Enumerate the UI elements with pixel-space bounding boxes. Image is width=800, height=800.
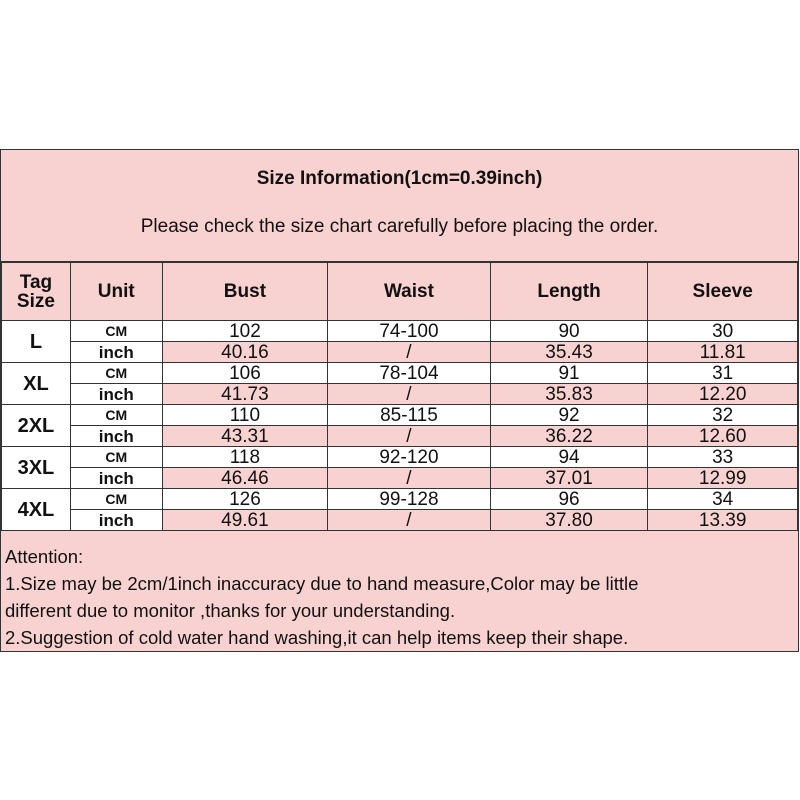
waist-cell: 78-104 <box>328 363 491 384</box>
column-header-sleeve: Sleeve <box>648 263 798 321</box>
table-row <box>2 363 798 384</box>
bust-cell: 46.46 <box>162 468 328 489</box>
sleeve-cell: 12.99 <box>648 468 798 489</box>
column-header-waist: Waist <box>328 263 491 321</box>
note-line: different due to monitor ,thanks for your understanding. <box>5 600 456 621</box>
bust-cell: 102 <box>162 321 328 342</box>
bust-cell: 118 <box>162 447 328 468</box>
unit-cell: inch <box>70 384 162 405</box>
size-cell: L <box>2 321 71 363</box>
sleeve-cell: 11.81 <box>648 342 798 363</box>
unit-cell: CM <box>70 321 162 342</box>
bust-cell: 43.31 <box>162 426 328 447</box>
size-cell: 2XL <box>2 405 71 447</box>
sleeve-cell: 34 <box>648 489 798 510</box>
unit-cell: CM <box>70 489 162 510</box>
waist-cell: 92-120 <box>328 447 491 468</box>
bust-cell: 110 <box>162 405 328 426</box>
size-chart-panel <box>0 149 799 652</box>
table-row <box>2 468 798 489</box>
size-table <box>1 262 798 531</box>
table-row <box>2 405 798 426</box>
sleeve-cell: 12.60 <box>648 426 798 447</box>
tag-label: Tag <box>19 271 53 293</box>
table-row <box>2 384 798 405</box>
unit-cell: inch <box>70 426 162 447</box>
unit-cell: CM <box>70 405 162 426</box>
bust-cell: 126 <box>162 489 328 510</box>
unit-cell: inch <box>70 342 162 363</box>
note-line: 2.Suggestion of cold water hand washing,it can help items keep their shape. <box>5 627 629 648</box>
sleeve-cell: 31 <box>648 363 798 384</box>
sleeve-cell: 12.20 <box>648 384 798 405</box>
table-row <box>2 510 798 531</box>
waist-cell: / <box>328 426 491 447</box>
length-cell: 92 <box>490 405 648 426</box>
size-cell: XL <box>2 363 71 405</box>
sleeve-cell: 30 <box>648 321 798 342</box>
sleeve-cell: 13.39 <box>648 510 798 531</box>
length-cell: 37.80 <box>490 510 648 531</box>
table-row <box>2 426 798 447</box>
length-cell: 91 <box>490 363 648 384</box>
length-cell: 35.43 <box>490 342 648 363</box>
column-header-bust: Bust <box>162 263 328 321</box>
table-row <box>2 489 798 510</box>
waist-cell: / <box>328 384 491 405</box>
chart-subtitle: Please check the size chart carefully before placing the order. <box>140 216 659 237</box>
sleeve-cell: 32 <box>648 405 798 426</box>
length-cell: 96 <box>490 489 648 510</box>
size-cell: 4XL <box>2 489 71 531</box>
waist-cell: 85-115 <box>328 405 491 426</box>
bust-cell: 106 <box>162 363 328 384</box>
size-label: Size <box>16 290 55 312</box>
attention-notes <box>1 543 798 651</box>
column-header-length: Length <box>490 263 648 321</box>
table-row <box>2 447 798 468</box>
size-cell: 3XL <box>2 447 71 489</box>
column-header-unit: Unit <box>70 263 162 321</box>
chart-header <box>1 150 798 262</box>
table-row <box>2 321 798 342</box>
length-cell: 36.22 <box>490 426 648 447</box>
unit-cell: inch <box>70 510 162 531</box>
bust-cell: 41.73 <box>162 384 328 405</box>
unit-cell: CM <box>70 447 162 468</box>
bust-cell: 40.16 <box>162 342 328 363</box>
length-cell: 90 <box>490 321 648 342</box>
table-row <box>2 342 798 363</box>
waist-cell: / <box>328 510 491 531</box>
length-cell: 35.83 <box>490 384 648 405</box>
unit-cell: CM <box>70 363 162 384</box>
waist-cell: 99-128 <box>328 489 491 510</box>
bust-cell: 49.61 <box>162 510 328 531</box>
waist-cell: / <box>328 468 491 489</box>
sleeve-cell: 33 <box>648 447 798 468</box>
column-header-tag-size <box>2 263 71 321</box>
waist-cell: 74-100 <box>328 321 491 342</box>
chart-title: Size Information(1cm=0.39inch) <box>256 168 543 189</box>
note-line: 1.Size may be 2cm/1inch inaccuracy due to hand measure,Color may be little <box>5 573 639 594</box>
notes-heading: Attention: <box>5 546 84 567</box>
waist-cell: / <box>328 342 491 363</box>
table-header-row <box>2 263 798 321</box>
unit-cell: inch <box>70 468 162 489</box>
length-cell: 94 <box>490 447 648 468</box>
length-cell: 37.01 <box>490 468 648 489</box>
